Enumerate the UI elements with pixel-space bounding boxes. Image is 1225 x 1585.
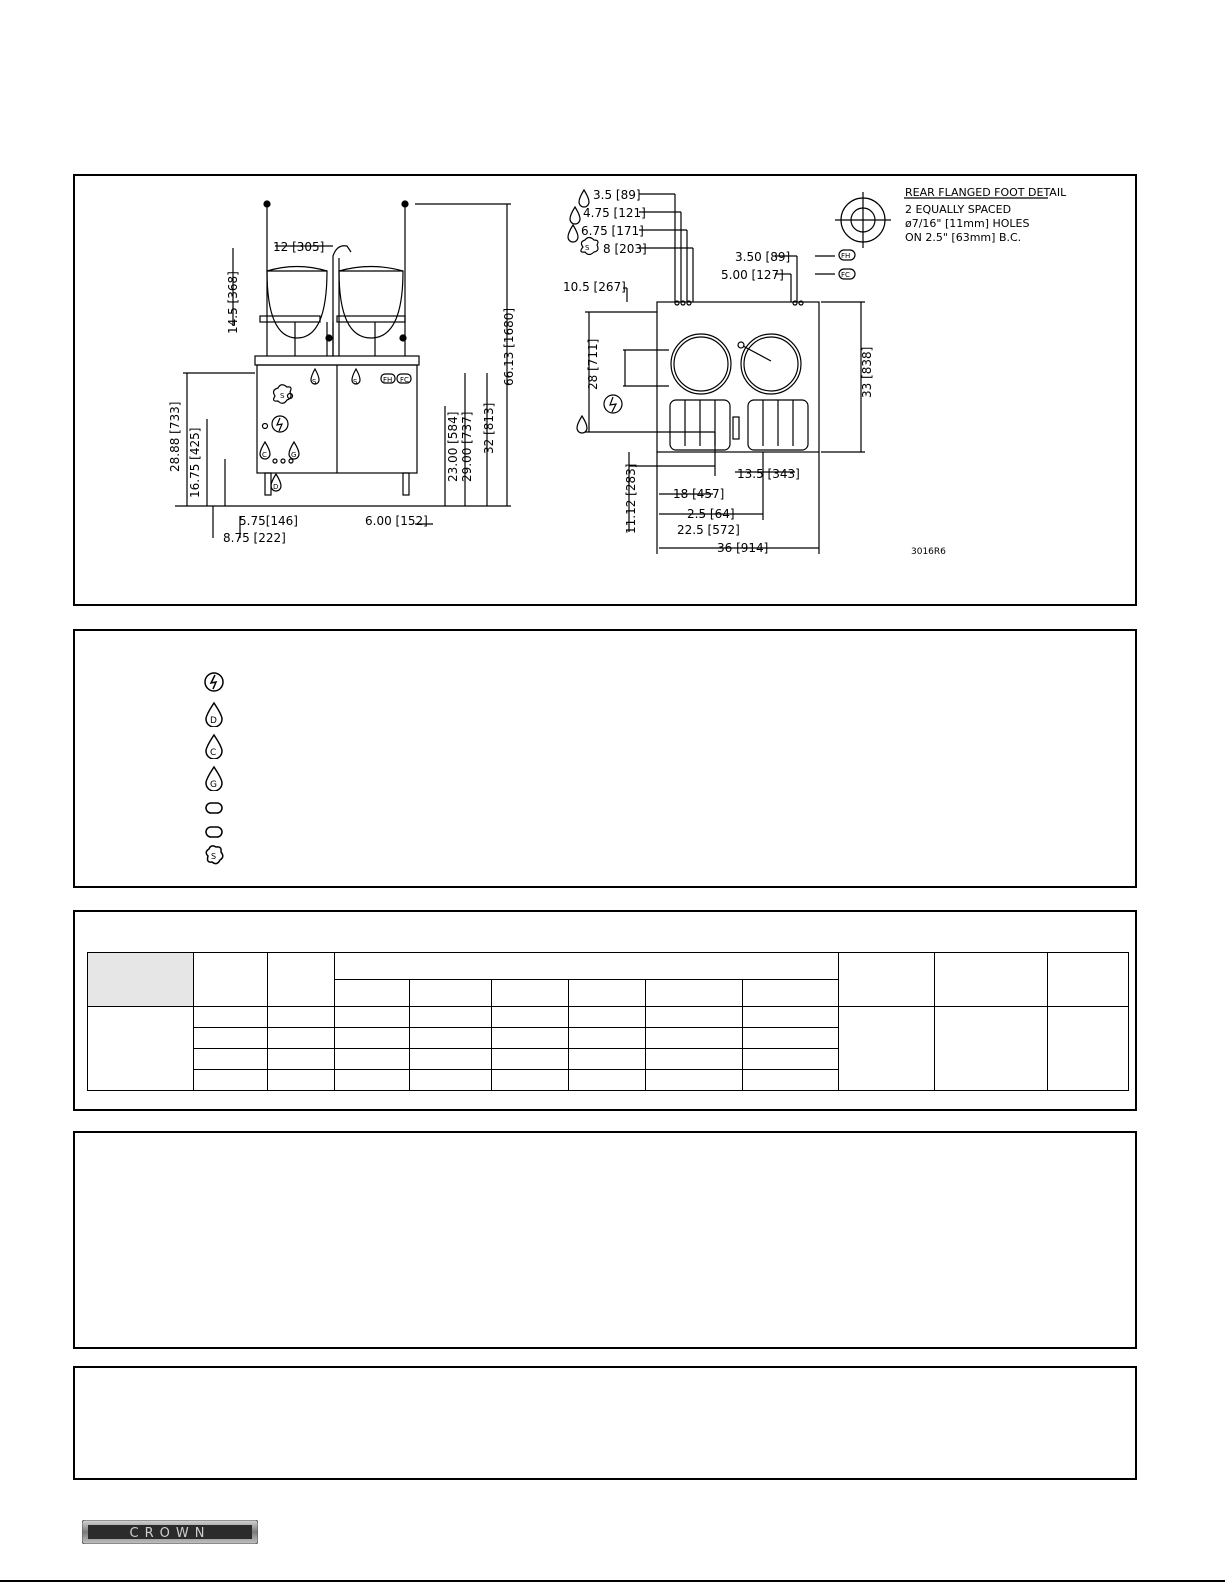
table-cell <box>743 1070 839 1091</box>
dim-36: 36 [914] <box>717 541 769 555</box>
steam-label-3: S <box>280 392 285 400</box>
drain-icon <box>203 701 225 727</box>
subheader-cell <box>743 980 839 1007</box>
gas-label: G <box>291 451 297 459</box>
dim-8: 8 [203] <box>603 242 647 256</box>
table-cell <box>492 1070 569 1091</box>
table-cell <box>743 1007 839 1028</box>
table-cell <box>569 1007 646 1028</box>
subheader-cell <box>569 980 646 1007</box>
table-cell <box>839 1007 935 1091</box>
fc-label: FC <box>400 376 409 384</box>
subheader-cell <box>646 980 743 1007</box>
dim-23-00: 23.00 [584] <box>446 411 460 482</box>
fh-connection-icon <box>203 795 225 821</box>
table-cell <box>268 1007 335 1028</box>
table-cell <box>646 1007 743 1028</box>
foot-detail-line2: ø7/16" [11mm] HOLES <box>905 217 1030 230</box>
dim-8-75: 8.75 [222] <box>223 531 286 545</box>
dim-12: 12 [305] <box>273 240 325 254</box>
electrical-icon <box>203 669 225 695</box>
dim-22-5: 22.5 [572] <box>677 523 740 537</box>
gas-icon <box>203 765 225 791</box>
dim-3-50: 3.50 [89] <box>735 250 791 264</box>
legend-panel <box>73 629 1137 888</box>
plan-steam-label: S <box>585 244 590 252</box>
table-cell <box>335 1007 410 1028</box>
technical-drawing <box>75 176 1135 604</box>
footer-panel <box>73 1366 1137 1480</box>
table-cell <box>646 1049 743 1070</box>
table-cell <box>194 1028 268 1049</box>
logo-text: CROWN <box>129 1526 211 1541</box>
steam-label: S <box>312 378 317 386</box>
table-cell <box>492 1007 569 1028</box>
table-cell <box>335 1049 410 1070</box>
table-cell <box>88 1007 194 1091</box>
drain-letter: D <box>210 716 217 726</box>
header-cell <box>1048 953 1129 1007</box>
plan-fc-label: FC <box>841 271 850 279</box>
dim-18: 18 [457] <box>673 487 725 501</box>
dim-32: 32 [813] <box>482 402 496 454</box>
steam-label-2: S <box>353 378 358 386</box>
table-row <box>88 1007 1129 1028</box>
header-cell <box>194 953 268 1007</box>
fh-label: FH <box>383 376 393 384</box>
dim-29-00: 29.00 [737] <box>460 411 474 482</box>
table-cell <box>335 1028 410 1049</box>
header-cell <box>268 953 335 1007</box>
steam-letter: S <box>211 852 217 861</box>
plan-fh-label: FH <box>841 252 851 260</box>
table-cell <box>268 1070 335 1091</box>
cold-water-icon <box>203 733 225 759</box>
table-cell <box>410 1007 492 1028</box>
notes-panel <box>73 1131 1137 1349</box>
table-cell <box>743 1028 839 1049</box>
dim-33: 33 [838] <box>860 346 874 398</box>
dim-6-75: 6.75 [171] <box>581 224 644 238</box>
dim-14-5: 14.5 [368] <box>226 271 240 334</box>
dim-4-75: 4.75 [121] <box>583 206 646 220</box>
dim-16-75: 16.75 [425] <box>188 427 202 498</box>
subheader-cell <box>492 980 569 1007</box>
table-cell <box>194 1049 268 1070</box>
spec-table <box>87 952 1129 1091</box>
dim-28-88: 28.88 [733] <box>168 401 182 472</box>
dim-3-5: 3.5 [89] <box>593 188 641 202</box>
table-cell <box>569 1070 646 1091</box>
table-cell <box>646 1028 743 1049</box>
bottom-rule <box>0 1580 1225 1582</box>
drawing-panel <box>73 174 1137 606</box>
foot-detail-line3: ON 2.5" [63mm] B.C. <box>905 231 1022 244</box>
header-group-cell <box>335 953 839 980</box>
table-cell <box>1048 1007 1129 1091</box>
dim-66-13: 66.13 [1680] <box>502 307 516 386</box>
dim-6-00: 6.00 [152] <box>365 514 428 528</box>
spec-table-panel <box>73 910 1137 1111</box>
foot-detail-line1: 2 EQUALLY SPACED <box>905 203 1012 216</box>
table-cell <box>492 1028 569 1049</box>
fc-connection-icon <box>203 819 225 845</box>
drain-label: D <box>273 483 279 491</box>
drawing-number: 3016R6 <box>911 547 946 557</box>
table-cell <box>194 1007 268 1028</box>
header-cell <box>88 953 194 1007</box>
table-cell <box>268 1049 335 1070</box>
steam-icon <box>203 843 225 869</box>
table-cell <box>410 1049 492 1070</box>
dim-5-75: 5.75[146] <box>239 514 298 528</box>
table-cell <box>935 1007 1048 1091</box>
crown-logo <box>82 1520 258 1544</box>
table-cell <box>743 1049 839 1070</box>
cold-label: C <box>262 451 267 459</box>
subheader-cell <box>410 980 492 1007</box>
table-cell <box>410 1070 492 1091</box>
foot-detail-title: REAR FLANGED FOOT DETAIL <box>905 186 1067 199</box>
dim-2-5: 2.5 [64] <box>687 507 735 521</box>
dim-28: 28 [711] <box>586 338 600 390</box>
dim-13-5: 13.5 [343] <box>737 467 800 481</box>
table-cell <box>492 1049 569 1070</box>
subheader-cell <box>335 980 410 1007</box>
header-cell <box>839 953 935 1007</box>
header-cell <box>935 953 1048 1007</box>
gas-letter: G <box>210 780 217 790</box>
dim-5-00: 5.00 [127] <box>721 268 784 282</box>
table-cell <box>569 1028 646 1049</box>
table-cell <box>410 1028 492 1049</box>
dim-11-12: 11.12 [283] <box>624 463 638 534</box>
dim-10-5: 10.5 [267] <box>563 280 626 294</box>
table-cell <box>569 1049 646 1070</box>
table-cell <box>268 1028 335 1049</box>
table-cell <box>194 1070 268 1091</box>
cold-letter: C <box>210 748 217 758</box>
table-cell <box>646 1070 743 1091</box>
table-cell <box>335 1070 410 1091</box>
